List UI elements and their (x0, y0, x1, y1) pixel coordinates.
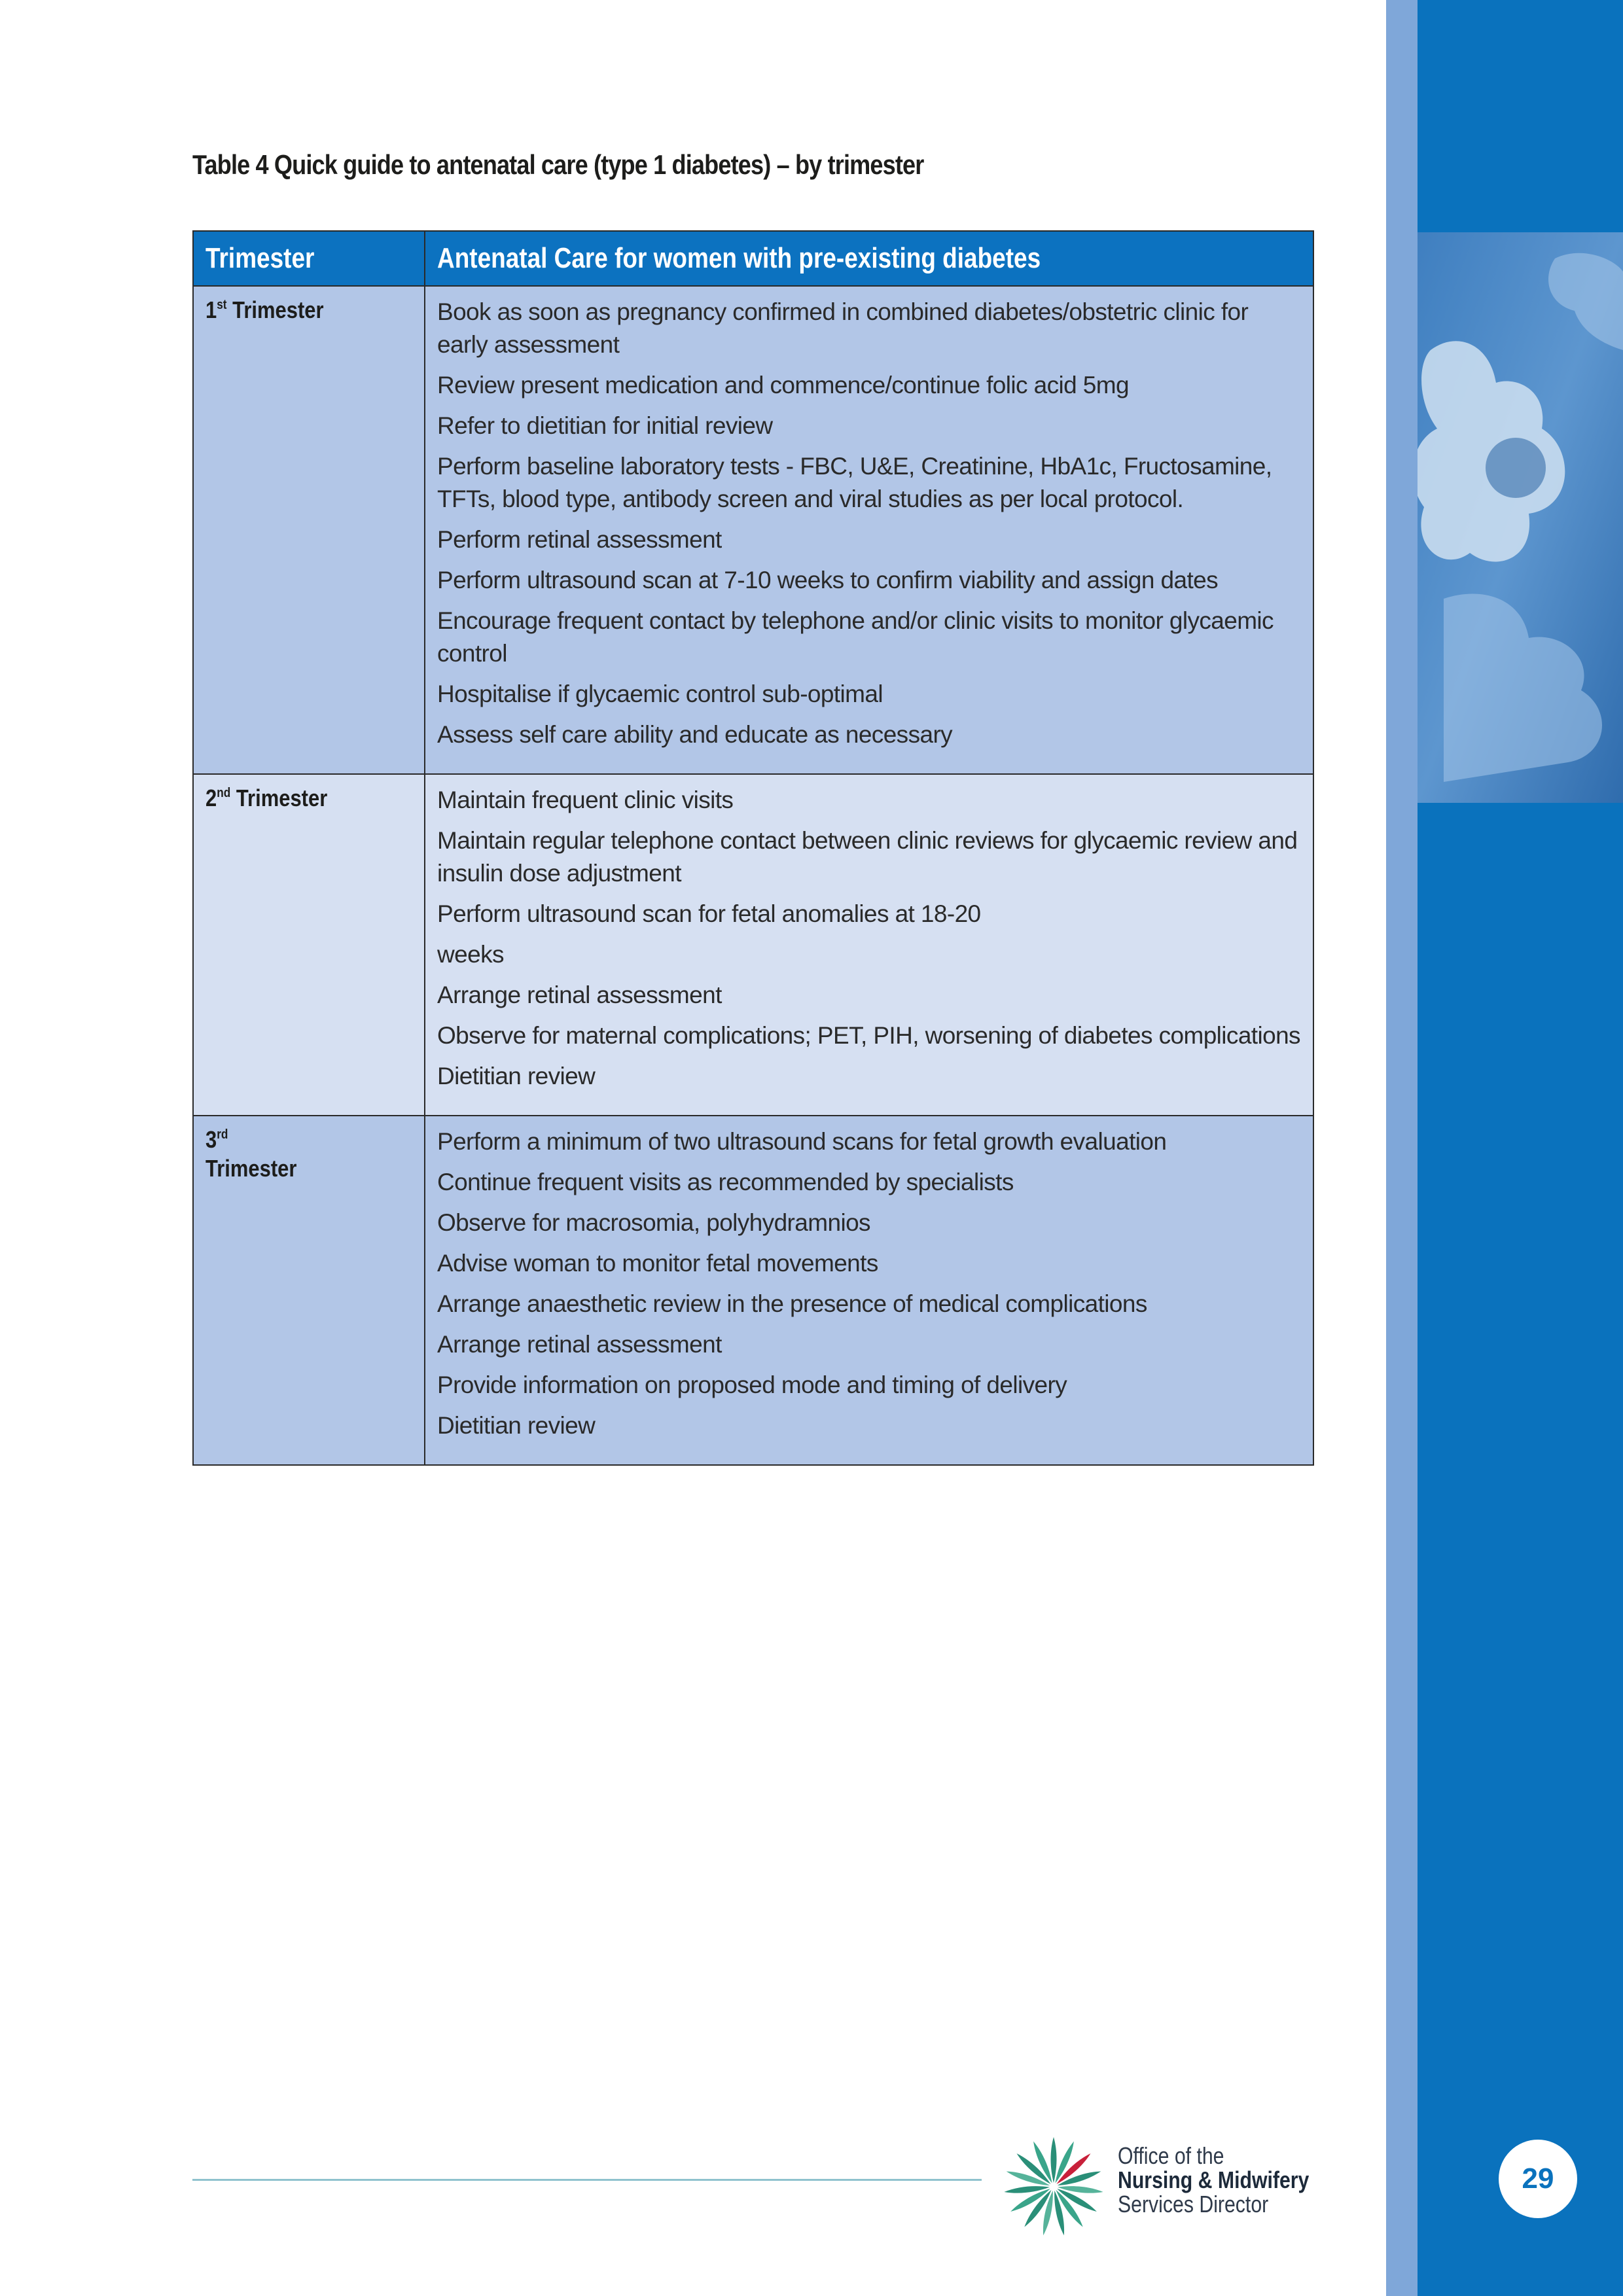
trimester-label: 1st Trimester (205, 296, 324, 323)
list-item: Provide information on proposed mode and timing of delivery (437, 1371, 1067, 1398)
sidebar-light-strip (1386, 0, 1418, 2296)
list-item: Hospitalise if glycaemic control sub-optimal (437, 680, 883, 707)
page-title: Table 4 Quick guide to antenatal care (type 1 diabetes) – by trimester (192, 149, 924, 180)
list-item: Dietitian review (437, 1412, 596, 1439)
table-row-second-trimester (193, 774, 1313, 1116)
starburst-logo-icon (1001, 2134, 1106, 2239)
list-item: Maintain regular telephone contact between clinic reviews for glycaemic review and insulin dose adjustment (437, 827, 1298, 887)
header-antenatal-care: Antenatal Care for women with pre-existing diabetes (425, 231, 1313, 286)
list-item: Perform ultrasound scan at 7-10 weeks to confirm viability and assign dates (437, 567, 1219, 593)
table-row-third-trimester (193, 1116, 1313, 1465)
list-item: Refer to dietitian for initial review (437, 412, 773, 439)
list-item: Perform ultrasound scan for fetal anomalies at 18-20 (437, 900, 981, 927)
care-cell (425, 1116, 1313, 1465)
logo-line-1: Office of the (1118, 2142, 1224, 2169)
care-list (437, 1125, 1301, 1442)
list-item: Perform baseline laboratory tests - FBC, U&E, Creatinine, HbA1c, Fructosamine, TFTs, blood type, antibody screen and viral studies as per local protocol. (437, 453, 1272, 512)
care-cell (425, 774, 1313, 1116)
trimester-cell (193, 286, 425, 774)
list-item: Review present medication and commence/continue folic acid 5mg (437, 372, 1129, 398)
list-item: Arrange anaesthetic review in the presence of medical complications (437, 1290, 1147, 1317)
logo-line-2: Nursing & Midwifery (1118, 2166, 1310, 2193)
trimester-label: 2nd Trimester (205, 785, 328, 811)
trimester-cell (193, 1116, 425, 1465)
list-item: Arrange retinal assessment (437, 981, 722, 1008)
list-item: Perform retinal assessment (437, 526, 722, 553)
list-item: Encourage frequent contact by telephone and/or clinic visits to monitor glycaemic control (437, 607, 1274, 667)
antenatal-care-table (192, 230, 1314, 1466)
list-item: Perform a minimum of two ultrasound scans for fetal growth evaluation (437, 1128, 1167, 1155)
list-item: Assess self care ability and educate as necessary (437, 721, 953, 748)
table-header-row (193, 231, 1313, 286)
care-cell (425, 286, 1313, 774)
table-row-first-trimester (193, 286, 1313, 774)
care-list (437, 784, 1301, 1093)
trimester-cell (193, 774, 425, 1116)
list-item: Arrange retinal assessment (437, 1331, 722, 1358)
list-item: weeks (437, 941, 504, 968)
page-number: 29 (1499, 2140, 1577, 2218)
puzzle-decoration-image (1418, 232, 1623, 803)
list-item: Dietitian review (437, 1063, 596, 1089)
list-item: Observe for maternal complications; PET, PIH, worsening of diabetes complications (437, 1022, 1300, 1049)
list-item: Maintain frequent clinic visits (437, 786, 734, 813)
care-list (437, 296, 1301, 751)
logo-line-3: Services Director (1118, 2191, 1269, 2217)
office-logo-text (1118, 2144, 1353, 2216)
trimester-label: 3rd Trimester (205, 1126, 297, 1182)
list-item: Book as soon as pregnancy confirmed in combined diabetes/obstetric clinic for early assessment (437, 298, 1249, 358)
footer-rule (192, 2179, 982, 2181)
header-trimester: Trimester (193, 231, 425, 286)
list-item: Continue frequent visits as recommended by specialists (437, 1169, 1014, 1195)
list-item: Advise woman to monitor fetal movements (437, 1250, 878, 1277)
list-item: Observe for macrosomia, polyhydramnios (437, 1209, 870, 1236)
